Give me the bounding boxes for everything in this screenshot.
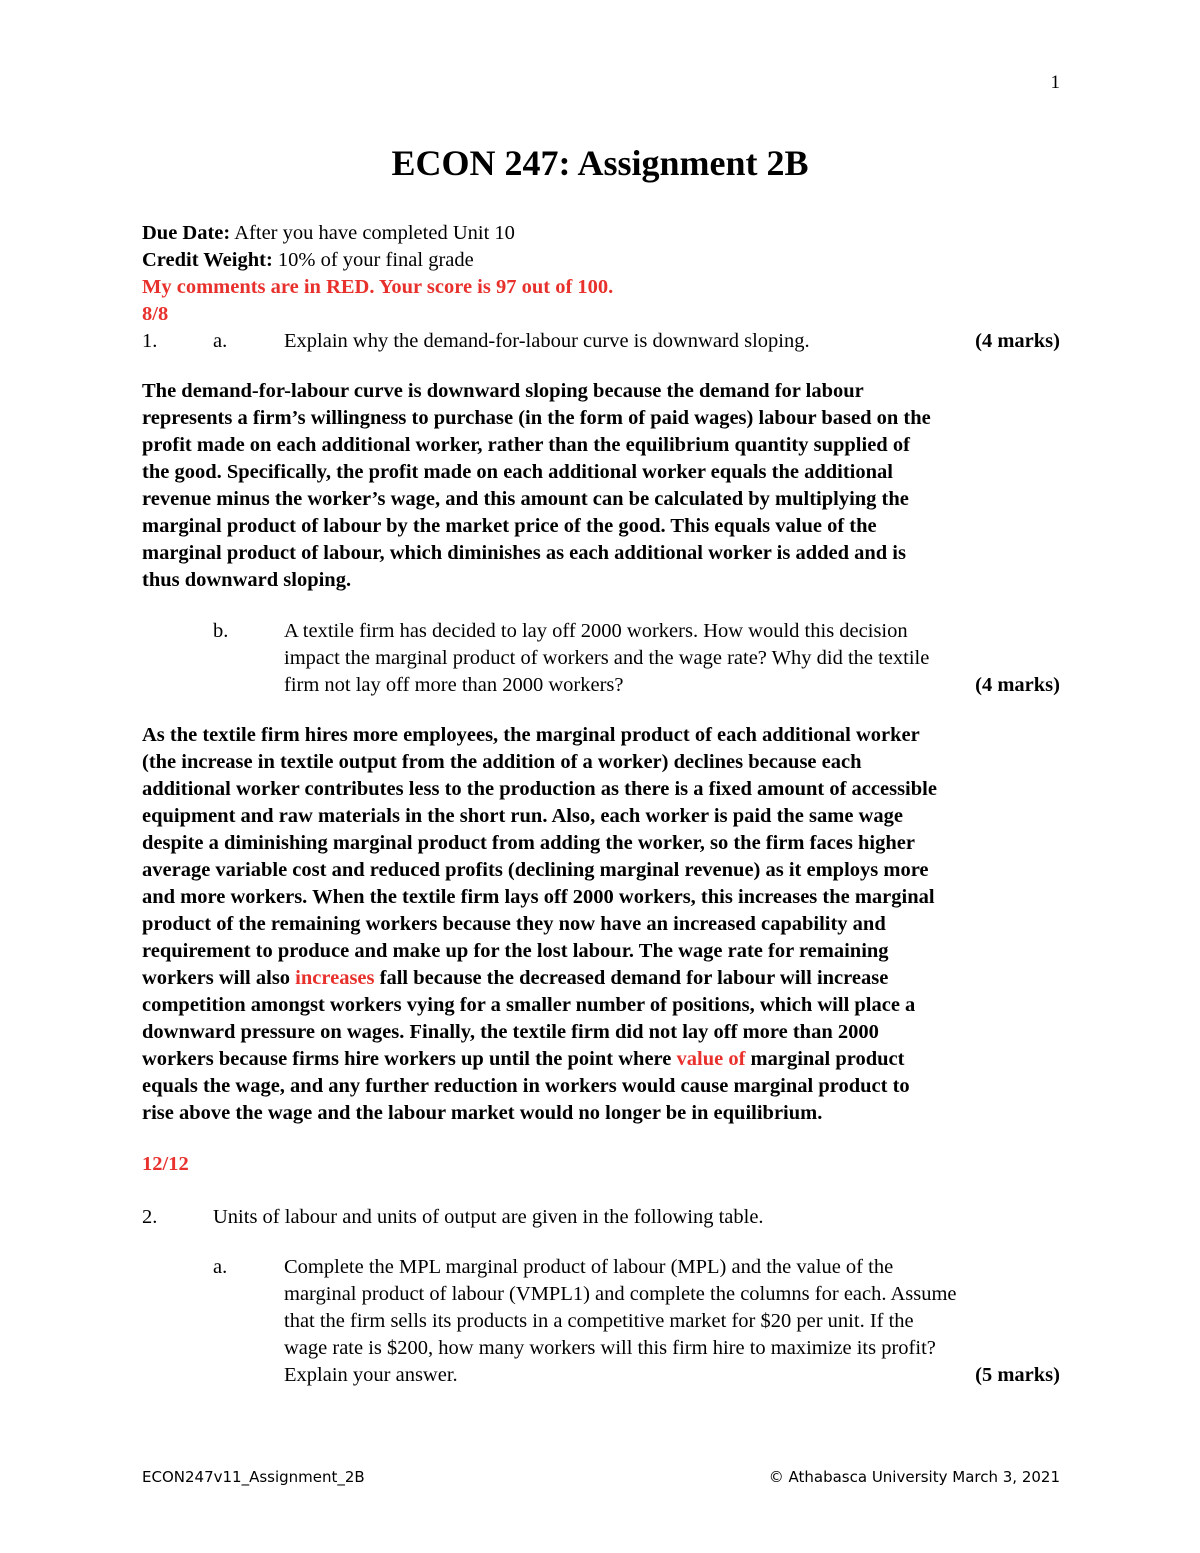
question-1a-marks: (4 marks) bbox=[975, 330, 1060, 352]
answer-1b-line: and more workers. When the textile firm lays off 2000 workers, this increases the marginal bbox=[142, 886, 935, 908]
question-1b-line: A textile firm has decided to lay off 2000 workers. How would this decision bbox=[284, 620, 908, 642]
question-1a-letter: a. bbox=[213, 330, 228, 352]
question-2a-line: marginal product of labour (VMPL1) and complete the columns for each. Assume bbox=[284, 1283, 957, 1305]
answer-1b-line: As the textile firm hires more employees, the marginal product of each additional worker bbox=[142, 724, 920, 746]
answer-1b-line: rise above the wage and the labour market would no longer be in equilibrium. bbox=[142, 1102, 823, 1124]
answer-1b-line: (the increase in textile output from the addition of a worker) declines because each bbox=[142, 751, 862, 773]
page-title: ECON 247: Assignment 2B bbox=[391, 143, 809, 183]
answer-1b-line: additional worker contributes less to the production as there is a fixed amount of accessible bbox=[142, 778, 937, 800]
due-date bbox=[142, 222, 515, 245]
answer-1a-line: represents a firm’s willingness to purchase (in the form of paid wages) labour based on the bbox=[142, 407, 931, 429]
due-date-label: Due Date: bbox=[142, 222, 231, 244]
question-1b-letter: b. bbox=[213, 620, 229, 642]
answer-1b-line: competition amongst workers vying for a smaller number of positions, which will place a bbox=[142, 994, 916, 1016]
answer-1a-line: marginal product of labour by the market price of the good. This equals value of the bbox=[142, 515, 877, 537]
footer-filename: ECON247v11_Assignment_2B bbox=[142, 1468, 365, 1486]
answer-1a-line: profit made on each additional worker, rather than the equilibrium quantity supplied of bbox=[142, 434, 910, 456]
answer-text: marginal product bbox=[745, 1048, 905, 1070]
question-2a-line: Complete the MPL marginal product of labour (MPL) and the value of the bbox=[284, 1256, 894, 1278]
answer-1b-line: downward pressure on wages. Finally, the textile firm did not lay off more than 2000 bbox=[142, 1021, 879, 1043]
credit-weight-value: 10% of your final grade bbox=[272, 249, 474, 271]
answer-1b-line: product of the remaining workers because they now have an increased capability and bbox=[142, 913, 886, 935]
question-2-intro: Units of labour and units of output are given in the following table. bbox=[213, 1206, 764, 1228]
answer-text: fall because the decreased demand for labour will increase bbox=[374, 967, 889, 989]
red-correction: increases bbox=[295, 967, 375, 989]
credit-weight-label: Credit Weight: bbox=[142, 249, 273, 271]
answer-1b-line-with-correction bbox=[142, 967, 888, 990]
answer-1b-line: requirement to produce and make up for the lost labour. The wage rate for remaining bbox=[142, 940, 889, 962]
answer-1b-line: equals the wage, and any further reduction in workers would cause marginal product to bbox=[142, 1075, 910, 1097]
question-2a-line: wage rate is $200, how many workers will this firm hire to maximize its profit? bbox=[284, 1337, 936, 1359]
score-q2: 12/12 bbox=[142, 1153, 189, 1175]
answer-1b-line: equipment and raw materials in the short run. Also, each worker is paid the same wage bbox=[142, 805, 903, 827]
question-number-2: 2. bbox=[142, 1206, 158, 1228]
question-2a-line: Explain your answer. bbox=[284, 1364, 458, 1386]
question-2a-letter: a. bbox=[213, 1256, 228, 1278]
question-1b-marks: (4 marks) bbox=[975, 674, 1060, 696]
answer-1a-line: thus downward sloping. bbox=[142, 569, 352, 591]
red-correction: value of bbox=[676, 1048, 746, 1070]
answer-1a-line: marginal product of labour, which diminishes as each additional worker is added and is bbox=[142, 542, 906, 564]
question-number-1: 1. bbox=[142, 330, 158, 352]
answer-1a-line: revenue minus the worker’s wage, and this amount can be calculated by multiplying the bbox=[142, 488, 909, 510]
answer-1a-line: The demand-for-labour curve is downward sloping because the demand for labour bbox=[142, 380, 864, 402]
due-date-value: After you have completed Unit 10 bbox=[230, 222, 515, 244]
score-q1: 8/8 bbox=[142, 303, 169, 325]
footer-copyright: © Athabasca University March 3, 2021 bbox=[768, 1468, 1060, 1486]
page-number: 1 bbox=[1050, 72, 1060, 93]
credit-weight bbox=[142, 249, 474, 272]
answer-text: workers because firms hire workers up until the point where bbox=[142, 1048, 677, 1070]
answer-1b-line: despite a diminishing marginal product from adding the worker, so the firm faces higher bbox=[142, 832, 915, 854]
answer-1a-line: the good. Specifically, the profit made on each additional worker equals the additional bbox=[142, 461, 893, 483]
answer-1b-line: average variable cost and reduced profits (declining marginal revenue) as it employs more bbox=[142, 859, 929, 881]
question-1b-line: firm not lay off more than 2000 workers? bbox=[284, 674, 624, 696]
answer-1b-line-with-correction bbox=[142, 1048, 904, 1071]
question-2a-line: that the firm sells its products in a competitive market for $20 per unit. If the bbox=[284, 1310, 914, 1332]
question-1a-text: Explain why the demand-for-labour curve is downward sloping. bbox=[284, 330, 810, 352]
comment-note: My comments are in RED. Your score is 97 out of 100. bbox=[142, 276, 614, 298]
answer-text: workers will also bbox=[142, 967, 296, 989]
question-1b-line: impact the marginal product of workers and the wage rate? Why did the textile bbox=[284, 647, 930, 669]
question-2a-marks: (5 marks) bbox=[975, 1364, 1060, 1386]
